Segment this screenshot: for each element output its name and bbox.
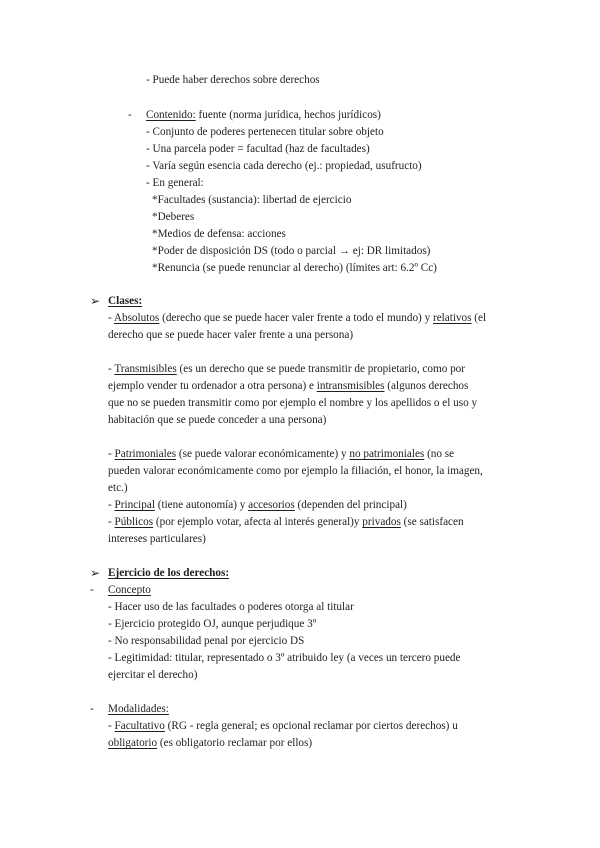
concepto-item: - Ejercicio protegido OJ, aunque perjudique 3º	[108, 618, 317, 630]
facultativo-term: Facultativo	[114, 720, 165, 732]
transmisibles-line-2	[108, 378, 468, 395]
relativos-term: relativos	[432, 312, 472, 324]
publicos-text: (por ejemplo votar, afecta al interés general)y	[153, 516, 363, 528]
patrimoniales-text: (se puede valorar económicamente) y	[176, 448, 350, 460]
contenido-item: - Conjunto de poderes pertenecen titular sobre objeto	[146, 126, 384, 138]
patrimoniales-term: Patrimoniales	[114, 448, 177, 460]
obligatorio-line	[108, 735, 312, 752]
absolutos-post: (el	[471, 312, 487, 324]
principal-text: (tiene autonomía) y	[154, 499, 249, 511]
principal-post: (dependen del principal)	[294, 499, 407, 511]
facultativo-line	[108, 718, 458, 735]
patrimoniales-line	[108, 446, 454, 463]
bullet-dash: -	[108, 312, 114, 324]
principal-term: Principal	[114, 499, 155, 511]
bullet-dash: -	[108, 499, 115, 511]
general-item: *Deberes	[152, 211, 195, 223]
transmisibles-text-2: ejemplo vender tu ordenador a otra persona) e	[108, 380, 317, 392]
concepto-item: ejercitar el derecho)	[108, 669, 198, 681]
ejercicio-heading: Ejercicio de los derechos:	[108, 567, 230, 579]
contenido-rest: fuente (norma jurídica, hechos jurídicos)	[195, 109, 381, 121]
bullet-dash: -	[108, 363, 115, 375]
general-item: *Facultades (sustancia): libertad de ejercicio	[152, 194, 352, 206]
contenido-dash: -	[128, 109, 132, 121]
bullet-dash: -	[108, 448, 115, 460]
publicos-line-2: intereses particulares)	[108, 533, 206, 545]
contenido-item: - En general:	[146, 177, 204, 189]
patrimoniales-post: (no se	[424, 448, 455, 460]
modalidades-label: Modalidades:	[108, 703, 169, 715]
absolutos-line	[108, 310, 486, 327]
facultativo-text: (RG - regla general; es opcional reclamar por ciertos derechos) u	[164, 720, 458, 732]
publicos-line	[108, 514, 464, 531]
accesorios-term: accesorios	[248, 499, 295, 511]
clases-heading: Clases:	[108, 295, 143, 307]
bullet-dash: -	[108, 516, 115, 528]
contenido-item: - Varía según esencia cada derecho (ej.: propiedad, usufructo)	[146, 160, 422, 172]
absolutos-text: (derecho que se puede hacer valer frente a todo el mundo) y	[159, 312, 433, 324]
concepto-item: - No responsabilidad penal por ejercicio DS	[108, 635, 305, 647]
concepto-dash: -	[90, 584, 94, 596]
transmisibles-line	[108, 361, 465, 378]
general-item: *Renuncia (se puede renunciar al derecho) (límites art: 6.2º Cc)	[152, 262, 437, 274]
modalidades-dash: -	[90, 703, 94, 715]
contenido-label: Contenido:	[146, 109, 196, 121]
clases-arrow-icon: ➢	[90, 294, 101, 308]
publicos-post: (se satisfacen	[400, 516, 464, 528]
intransmisibles-term: intransmisibles	[316, 380, 385, 392]
absolutos-line-2: derecho que se puede hacer valer frente a una persona)	[108, 329, 354, 341]
no-patrimoniales-term: no patrimoniales	[349, 448, 425, 460]
publicos-term: Públicos	[114, 516, 154, 528]
privados-term: privados	[362, 516, 401, 528]
principal-line	[108, 497, 407, 514]
contenido-item: - Una parcela poder = facultad (haz de facultades)	[146, 143, 370, 155]
transmisibles-term: Transmisibles	[114, 363, 177, 375]
transmisibles-line-4: habitación que se puede conceder a una persona)	[108, 414, 327, 426]
general-item: *Medios de defensa: acciones	[152, 228, 286, 240]
concepto-item: - Legitimidad: titular, representado o 3º atribuido ley (a veces un tercero puede	[108, 652, 461, 664]
transmisibles-text-3: (algunos derechos	[384, 380, 469, 392]
absolutos-term: Absolutos	[113, 312, 160, 324]
ejercicio-arrow-icon: ➢	[90, 566, 101, 580]
obligatorio-text: (es obligatorio reclamar por ellos)	[157, 737, 313, 749]
transmisibles-text: (es un derecho que se puede transmitir de propietario, como por	[176, 363, 465, 375]
patrimoniales-line-2: pueden valorar económicamente como por ejemplo la filiación, el honor, la imagen,	[108, 465, 483, 477]
concepto-item: - Hacer uso de las facultades o poderes otorga al titular	[108, 601, 354, 613]
transmisibles-line-3: que no se pueden transmitir como por ejemplo el nombre y los apellidos o el uso y	[108, 397, 478, 409]
obligatorio-term: obligatorio	[108, 737, 158, 749]
concepto-label: Concepto	[108, 584, 151, 596]
contenido-heading-line	[146, 107, 381, 124]
derechos-sobre-derechos-line: - Puede haber derechos sobre derechos	[146, 74, 320, 86]
general-item: *Poder de disposición DS (todo o parcial → ej: DR limitados)	[152, 245, 431, 257]
patrimoniales-line-3: etc.)	[108, 482, 128, 494]
bullet-dash: -	[108, 720, 115, 732]
